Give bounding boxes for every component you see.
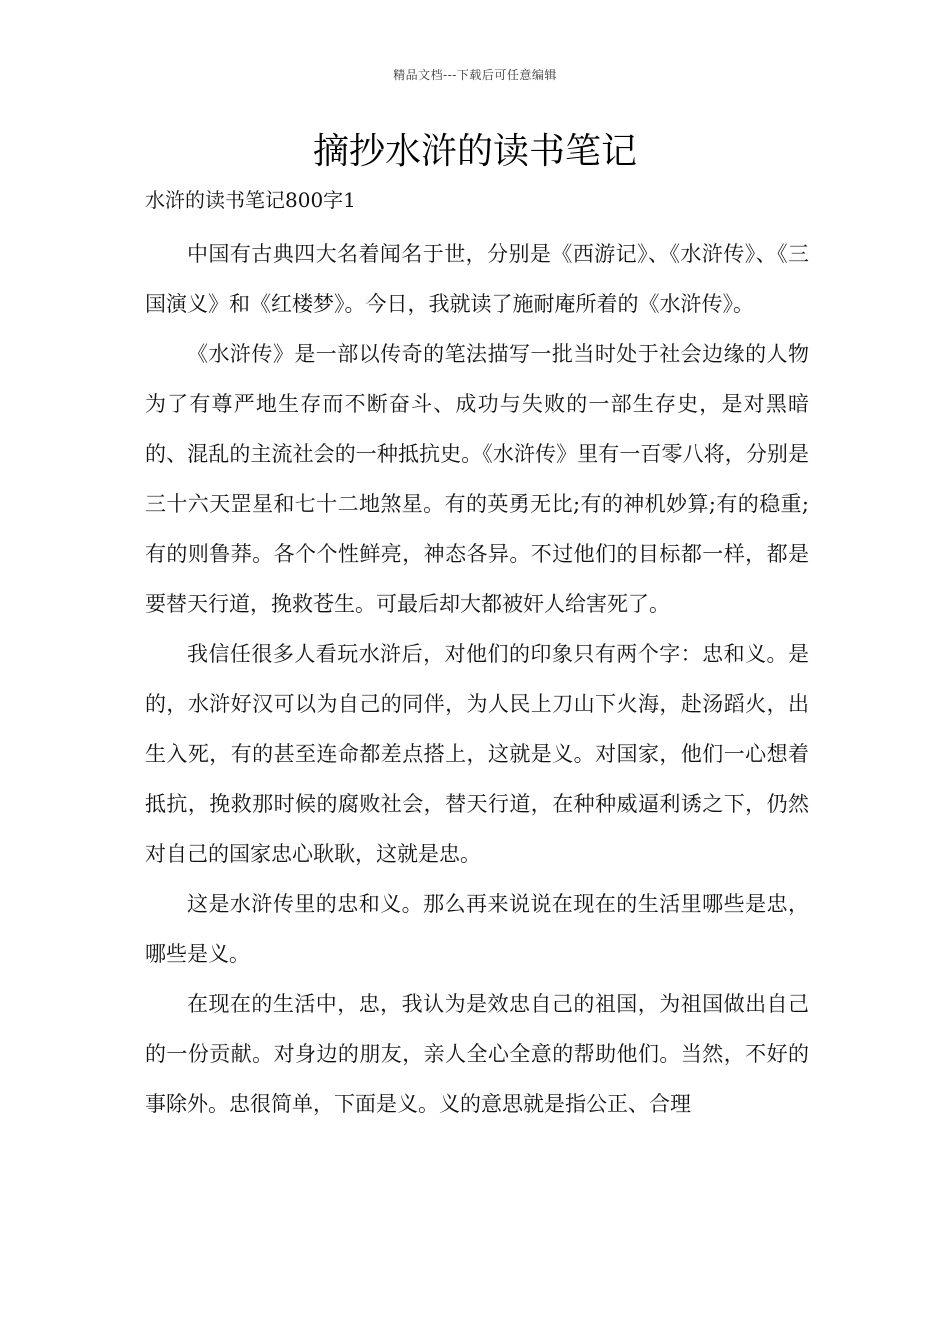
document-subtitle: 水浒的读书笔记800字1 [145, 188, 356, 212]
paragraph: 这是水浒传里的忠和义。那么再来说说在现在的生活里哪些是忠，哪些是义。 [145, 892, 809, 966]
document-title: 摘抄水浒的读书笔记 [312, 131, 637, 172]
document-body [145, 229, 809, 1129]
paragraph: 《水浒传》是一部以传奇的笔法描写一批当时处于社会边缘的人物为了有尊严地生存而不断奋斗、成功与失败的一部生存史，是对黑暗的、混乱的主流社会的一种抵抗史。《水浒传》里有一百零八将，分别是三十六天罡星和七十二地煞星。有的英勇无比;有的神机妙算;有的稳重;有的则鲁莽。各个个性鲜亮，神态各异。不过他们的目标都一样，都是要替天行道，挽救苍生。可最后却大都被奸人给害死了。 [145, 342, 809, 616]
header-note: 精品文档---下载后可任意编辑 [393, 68, 557, 82]
paragraph: 在现在的生活中，忠，我认为是效忠自己的祖国，为祖国做出自己的一份贡献。对身边的朋友，亲人全心全意的帮助他们。当然，不好的事除外。忠很简单，下面是义。义的意思就是指公正、合理 [145, 992, 809, 1116]
paragraph: 中国有古典四大名着闻名于世，分别是《西游记》、《水浒传》、《三国演义》和《红楼梦》。今日，我就读了施耐庵所着的《水浒传》。 [145, 242, 809, 316]
paragraph: 我信任很多人看玩水浒后，对他们的印象只有两个字：忠和义。是的，水浒好汉可以为自己的同伴，为人民上刀山下火海，赴汤蹈火，出生入死，有的甚至连命都差点搭上，这就是义。对国家，他们一心想着抵抗，挽救那时候的腐败社会，替天行道，在种种威逼利诱之下，仍然对自己的国家忠心耿耿，这就是忠。 [145, 642, 809, 866]
